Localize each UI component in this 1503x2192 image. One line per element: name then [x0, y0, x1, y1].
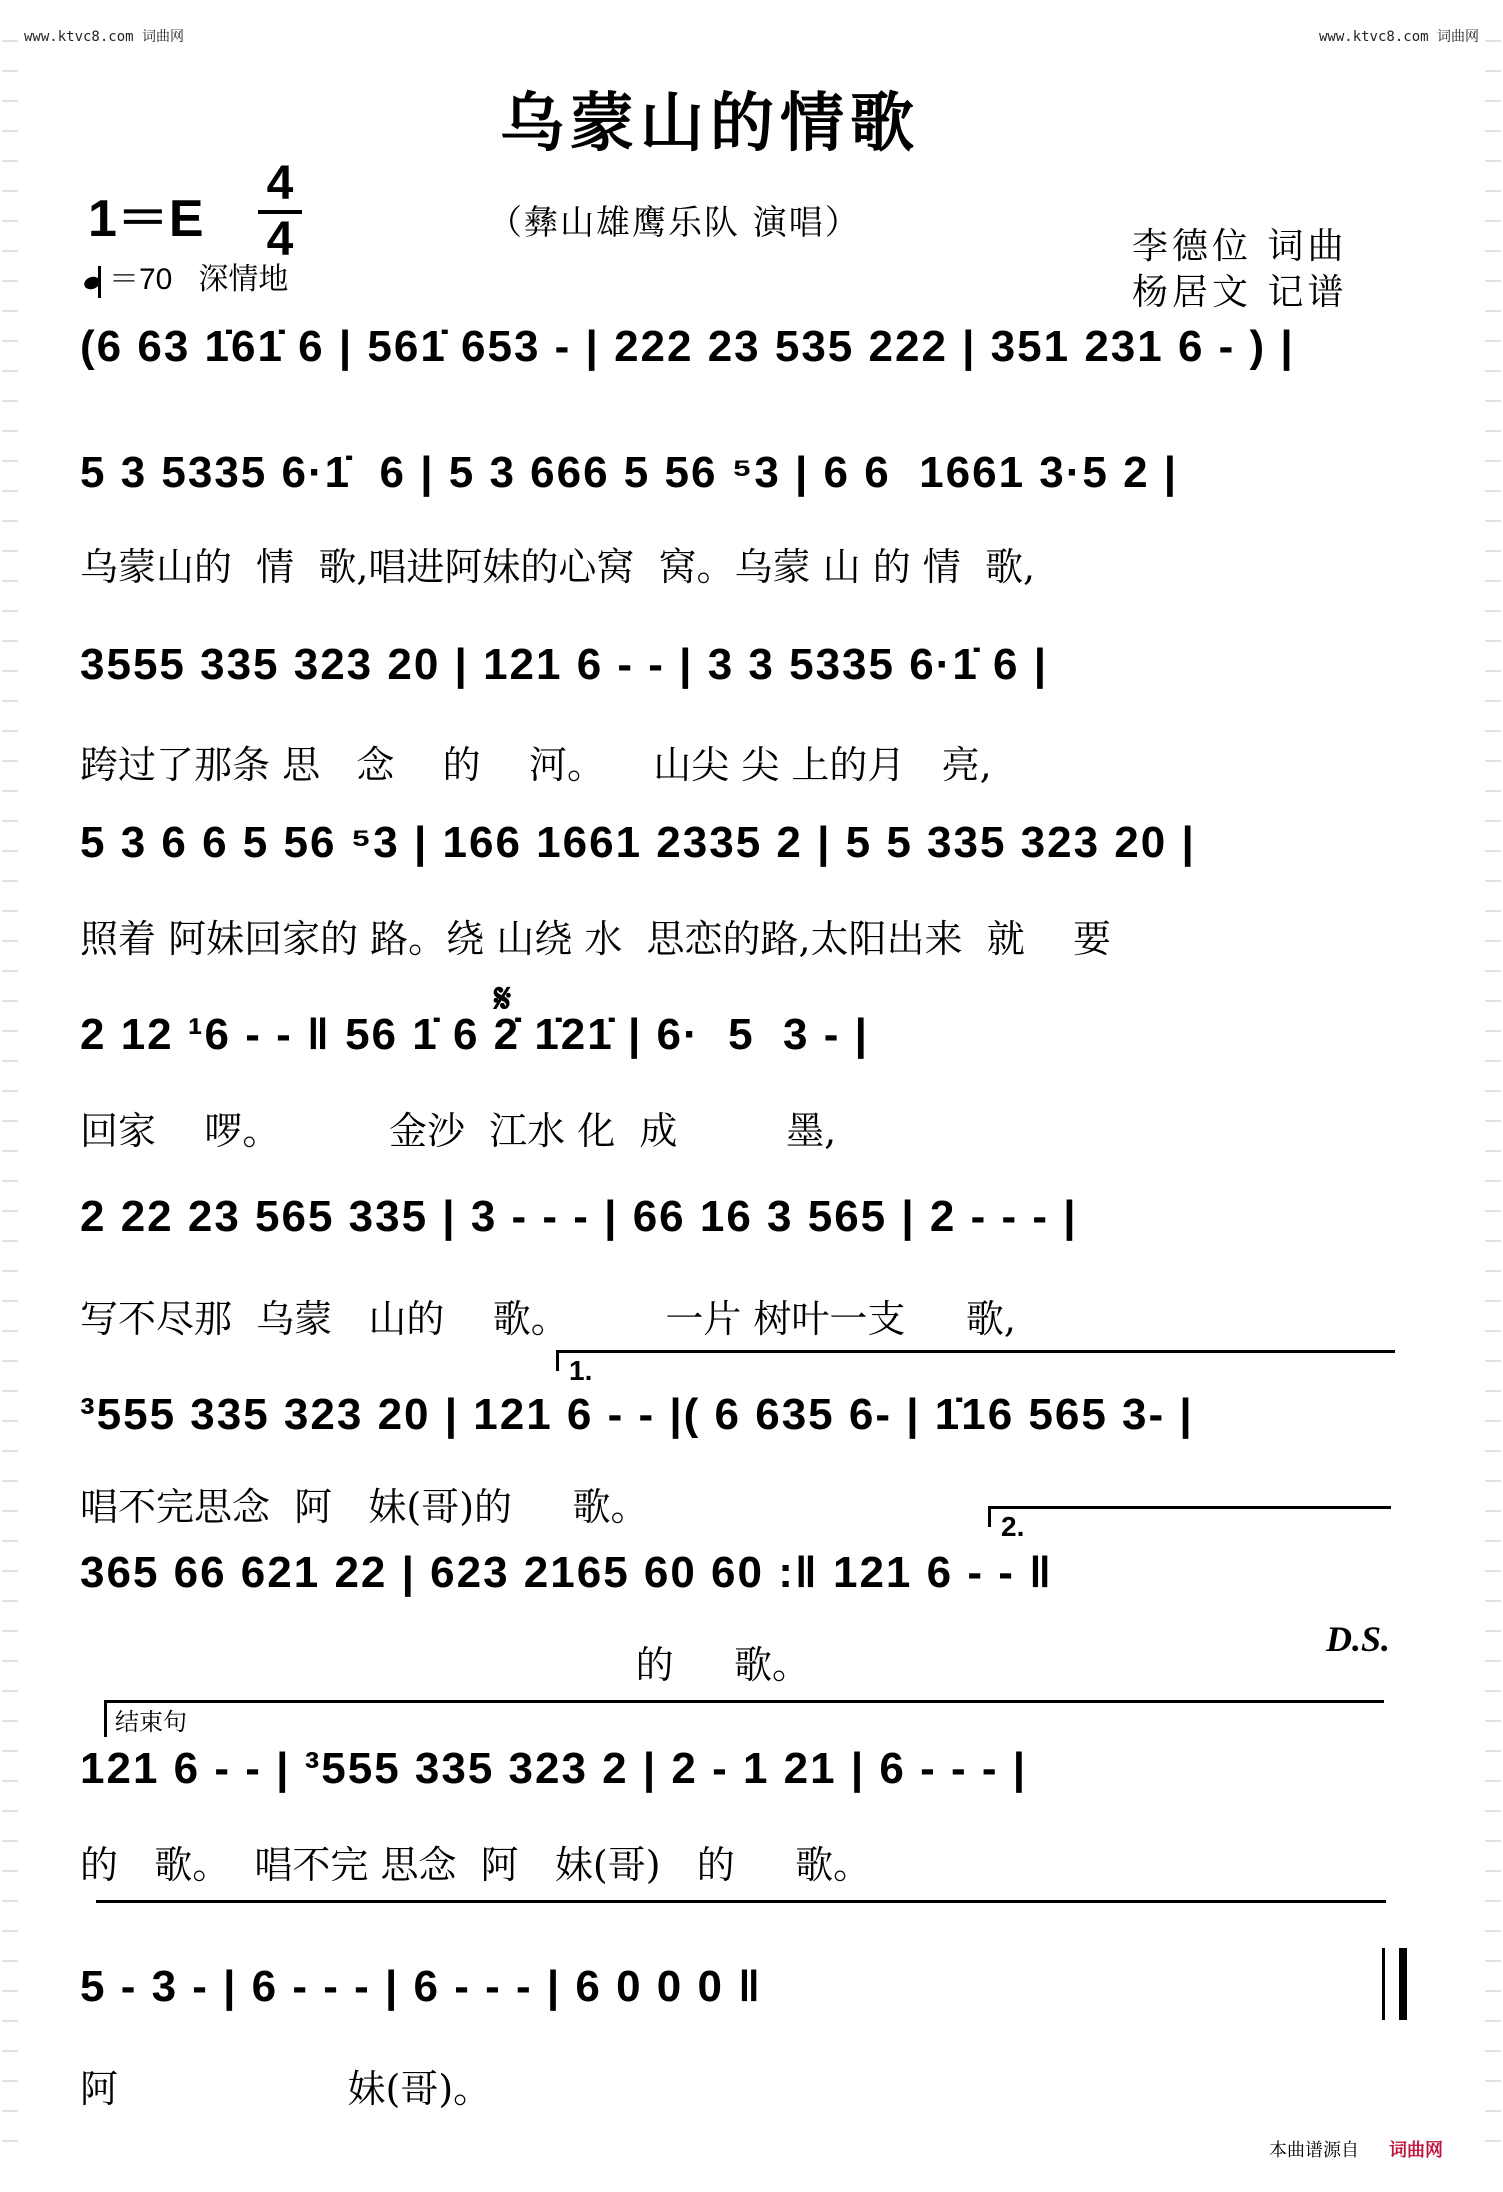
score-line-5	[80, 1010, 1400, 1160]
lyric-row: 阿 妹(哥)。	[80, 2067, 492, 2111]
coda-line	[104, 1700, 1384, 1703]
notation-row: 3555 335 323 20 | 121 6 - - | 3 3 5335 6·1̇ 6 |	[80, 640, 1049, 689]
notation-row: ³555 335 323 20 | 121 6 - - |( 6 635 6- | 1̇16 565 3- |	[80, 1390, 1194, 1439]
lyric-row: 乌蒙山的 情 歌,唱进阿妹的心窝 窝。乌蒙 山 的 情 歌,	[80, 545, 1036, 589]
lyric-row: 跨过了那条 思 念 的 河。 山尖 尖 上的月 亮,	[80, 743, 992, 787]
footer-source-text: 本曲谱源自	[1269, 2140, 1359, 2161]
coda-label: 结束句	[104, 1702, 187, 1737]
time-signature-bottom: 4	[266, 213, 294, 266]
segno-sign: 𝄋	[494, 976, 512, 1022]
score-line-10	[80, 1962, 1400, 2112]
tempo-value: ＝70	[109, 263, 173, 296]
header-site-left[interactable]: www.ktvc8.com 词曲网	[24, 29, 185, 45]
score-line-9	[80, 1744, 1400, 1894]
volta-label-2: 2.	[1001, 1511, 1025, 1542]
tempo-marking	[84, 254, 288, 298]
volta-bracket-2	[988, 1506, 1391, 1542]
header-site-right[interactable]: www.ktvc8.com 词曲网	[1318, 29, 1479, 45]
score-line-3	[80, 640, 1400, 790]
notation-row: 5 3 6 6 5 56 ⁵3 | 166 1661 2335 2 | 5 5 335 323 20 |	[80, 818, 1196, 867]
volta-bracket-1	[556, 1350, 1395, 1386]
song-title: 乌蒙山的情歌	[500, 86, 920, 161]
lyric-row: 的 歌。	[80, 1643, 811, 1687]
lyric-row: 照着 阿妹回家的 路。绕 山绕 水 思恋的路,太阳出来 就 要	[80, 917, 1112, 961]
dal-segno-marking: D.S.	[1326, 1619, 1391, 1659]
score-line-1	[80, 322, 1400, 382]
expression-marking: 深情地	[198, 262, 289, 297]
watermark-strip-left	[2, 40, 18, 2160]
notation-row: 5 - 3 - | 6 - - - | 6 - - - | 6 0 0 0 ‖	[80, 1962, 763, 2011]
system-rule	[96, 1900, 1386, 1903]
notation-row: 5 3 5335 6·1̇ 6 | 5 3 666 5 56 ⁵3 | 6 6 1661 3·5 2 |	[80, 448, 1179, 497]
transcriber-credit: 杨居文 记谱	[1132, 272, 1348, 313]
score-line-6	[80, 1192, 1400, 1342]
lyric-row: 回家 啰。 金沙 江水 化 成 墨,	[80, 1109, 837, 1153]
time-signature	[258, 157, 302, 266]
score-line-8	[80, 1548, 1400, 1698]
notation-row: 2 12 ¹6 - - ‖ 56 1̇ 6 2̇ 1̇21̇ | 6· 5 3 - |	[80, 1010, 869, 1059]
key-signature: 1＝E	[88, 190, 204, 248]
lyricist-credit: 李德位 词曲	[1132, 226, 1348, 267]
lyric-row: 唱不完思念 阿 妹(哥)的 歌。	[80, 1485, 649, 1529]
notation-row: 121 6 - - | ³555 335 323 2 | 2 - 1 21 | 6 - - - |	[80, 1744, 1028, 1793]
score-line-4	[80, 818, 1400, 968]
credits-block	[1132, 224, 1347, 316]
time-signature-top: 4	[266, 157, 294, 210]
lyric-row: 写不尽那 乌蒙 山的 歌。 一片 树叶一支 歌,	[80, 1297, 1016, 1341]
footer-source	[1269, 2136, 1443, 2162]
watermark-strip-right	[1485, 40, 1501, 2160]
volta-label-1: 1.	[569, 1355, 593, 1386]
score-line-2	[80, 448, 1400, 598]
notation-row: 365 66 621 22 | 623 2165 60 60 :‖ 121 6 - - ‖	[80, 1548, 1053, 1597]
lyric-row: 的 歌。 唱不完 思念 阿 妹(哥) 的 歌。	[80, 1843, 872, 1887]
notation-row: 2 22 23 565 335 | 3 - - - | 66 16 3 565 | 2 - - - |	[80, 1192, 1078, 1241]
footer-brand-link[interactable]: 词曲网	[1389, 2140, 1443, 2161]
performer-credit: （彝山雄鹰乐队 演唱）	[488, 203, 861, 243]
notation-row: (6 63 1̇61̇ 6 | 561̇ 653 - | 222 23 535 222 | 351 231 6 - ) |	[80, 322, 1295, 371]
final-barline	[1382, 1948, 1407, 2020]
